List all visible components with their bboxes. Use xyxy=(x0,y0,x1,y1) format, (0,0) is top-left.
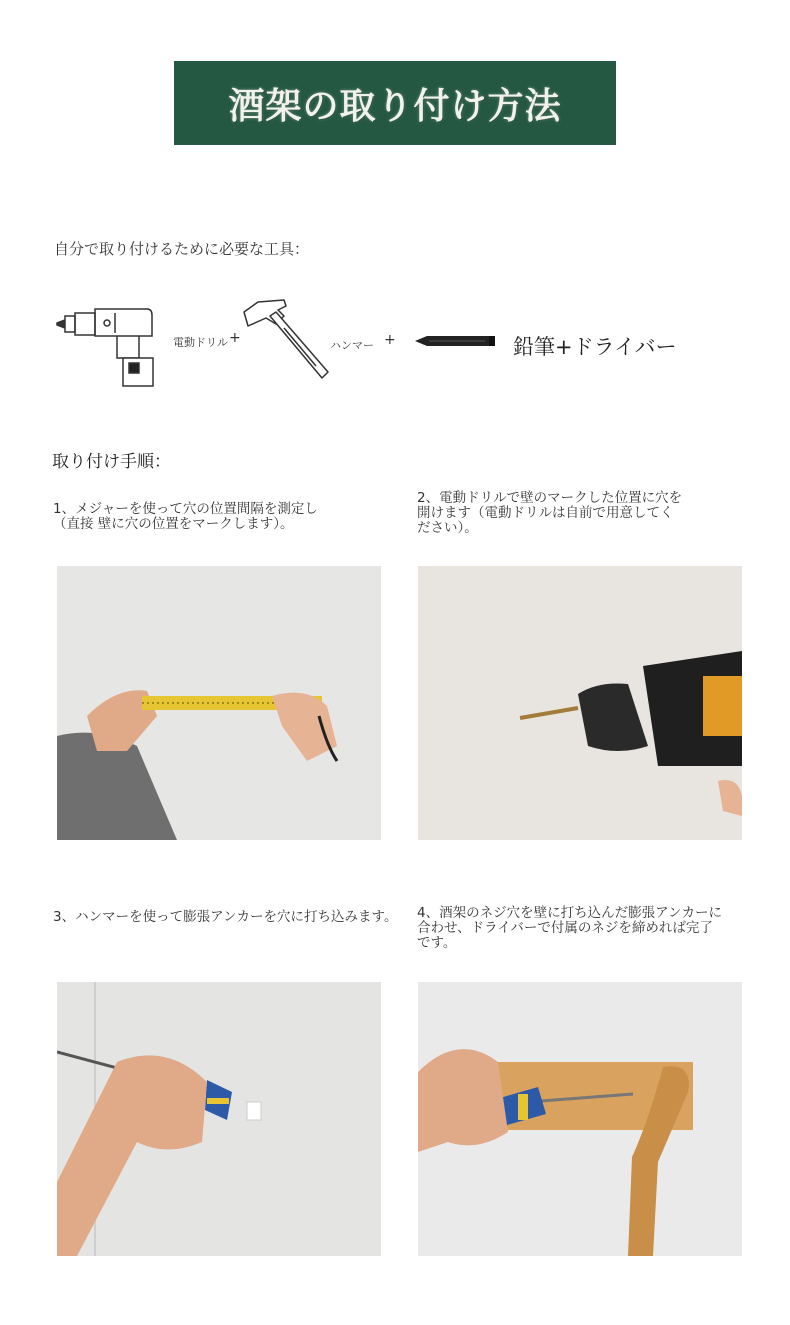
pencil-screwdriver-label: 鉛筆+ドライバー xyxy=(513,335,677,359)
hammer-icon xyxy=(238,296,333,382)
step-2-photo xyxy=(418,566,742,840)
page-title: 酒架の取り付け方法 xyxy=(228,85,562,127)
pencil-icon xyxy=(415,334,497,348)
step-2-text: 2、電動ドリルで壁のマークした位置に穴を 開けます（電動ドリルは自前で用意してく ださい）。 xyxy=(417,490,683,536)
tools-heading: 自分で取り付けるために必要な工具： xyxy=(54,240,310,258)
step-1-photo xyxy=(57,566,381,840)
drill-icon xyxy=(55,303,160,393)
hammer-label: ハンマー xyxy=(330,339,374,352)
plus-sign: + xyxy=(384,332,396,348)
step-4-photo xyxy=(418,982,742,1256)
step-3-text: 3、ハンマーを使って膨張アンカーを穴に打ち込みます。 xyxy=(53,909,398,925)
steps-heading: 取り付け手順： xyxy=(52,452,171,472)
step-1-text: 1、メジャーを使って穴の位置間隔を測定し （直接 壁に穴の位置をマークします）。 xyxy=(53,501,318,532)
plus-sign: + xyxy=(229,330,241,346)
title-banner xyxy=(174,61,616,145)
step-3-photo xyxy=(57,982,381,1256)
drill-label: 電動ドリル xyxy=(173,336,228,349)
step-4-text: 4、酒架のネジ穴を壁に打ち込んだ膨張アンカーに 合わせ、ドライバーで付属のネジを締めれば完了 です。 xyxy=(417,905,723,951)
